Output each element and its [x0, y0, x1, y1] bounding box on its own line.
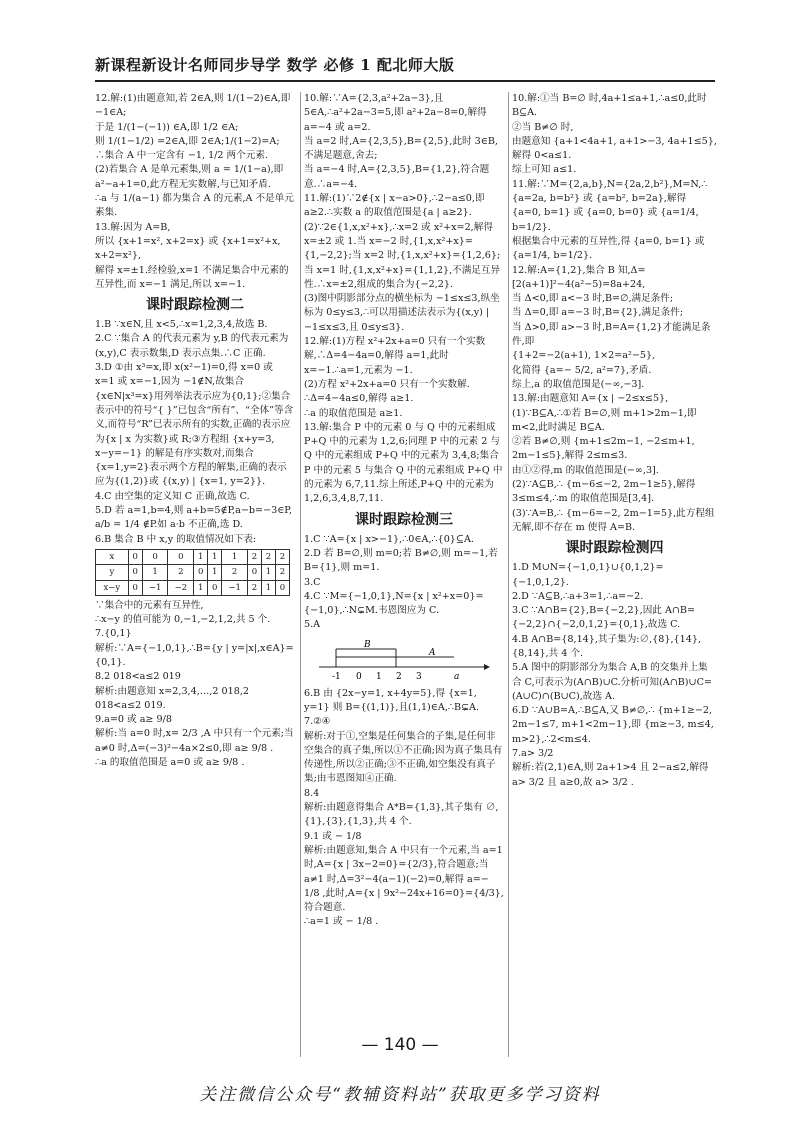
table-cell: 0 [168, 549, 194, 564]
answer-line: 所以 {x+1=x², x+2=x} 或 {x+1=x²+x, x+2=x²}, [95, 235, 281, 262]
axis-end-label: a [454, 671, 460, 682]
table-cell: 1 [261, 580, 275, 595]
b-label: B [364, 639, 371, 650]
answer-line: 于是 1/(1−(−1)) ∈A,即 1/2 ∈A; [95, 121, 239, 133]
table-cell: 2 [247, 549, 261, 564]
table-cell: 0 [142, 549, 168, 564]
answer-line: 3.D ①由 x³=x,即 x(x²−1)=0,得 x=0 或 x=1 或 x=−1,因为 −1∉N,故集合{x∈N|x³=x}用列举法表示应为{0,1};②集合表示中的符号“{ }”已包含“所有”、“全体”等含义,而符号“R”已表示所有的实数,正确的表示应为{x | x 为实数}或 R;③方程组 {x+y=3, x−y=−1} 的解是有序实数对,而集合{x=1,y=2}表示两个方程的解集,正确的表示应为{(1,2)}或 {(x,y) | {x=1, y=2}}. [95, 362, 294, 488]
answer-line: 10.解:∵A={2,3,a²+2a−3},且 5∈A,∴a²+2a−3=5,即 a²+2a−8=0,解得 a=−4 或 a=2. [304, 93, 487, 133]
table-cell: 2 [168, 565, 194, 580]
answer-line: 解析:若(2,1)∈A,则 2a+1>4 且 2−a≤2,解得 a> 3/2 且 a≥0,故 a> 3/2 . [512, 762, 709, 788]
table-cell: 1 [208, 549, 222, 564]
table-cell: 0 [128, 580, 142, 595]
answer-line: (2)方程 x²+2x+a=0 只有一个实数解. [304, 378, 470, 390]
page-header: 新课程新设计名师同步导学 数学 必修 1 配北师大版 [95, 56, 455, 74]
answer-line: 当 Δ<0,即 a<−3 时,B=∅,满足条件; [512, 293, 674, 305]
answer-line: 9.1 或 − 1/8 [304, 830, 362, 842]
answer-line: 4.C 由空集的定义知 C 正确,故选 C. [95, 490, 250, 502]
answer-line: 8.2 018<a≤2 019 [95, 671, 181, 683]
table-cell: 2 [222, 565, 248, 580]
table-cell: 0 [194, 565, 208, 580]
answer-line: 9.a=0 或 a≥ 9/8 [95, 714, 172, 726]
answer-line: 5.A 图中的阴影部分为集合 A,B 的交集并上集合 C,可表示为(A∩B)∪C.分析可知(A∩B)∪C=(A∪C)∩(B∪C),故选 A. [512, 662, 712, 702]
table-cell: 2 [247, 580, 261, 595]
answer-line: 1.B ∵x∈N,且 x<5,∴x=1,2,3,4,故选 B. [95, 319, 268, 331]
col2-block [304, 92, 504, 507]
answer-line: ∴集合 A 中一定含有 −1, 1/2 两个元素. [95, 150, 268, 162]
answer-line: 7.a> 3/2 [512, 748, 554, 760]
answer-line: 解析:∵A={−1,0,1},∴B={y | y=|x|,x∈A}={0,1}. [95, 642, 294, 668]
answer-line: 12.解:(1)由题意知,若 2∈A,则 1/(1−2)∈A,即 −1∈A; [95, 93, 291, 119]
answer-line: 2.C ∵集合 A 的代表元素为 y,B 的代表元素为 (x,y),C 表示数集,D 表示点集.∴C 正确. [95, 333, 289, 359]
table-row [96, 565, 290, 580]
answer-line: 1.C ∵A={x | x>−1},∴0∈A,∴{0}⊆A. [304, 533, 474, 545]
answer-line: (3)图中阴影部分点的横坐标为 −1≤x≤3,纵坐标为 0≤y≤3,∴可以用描述法表示为{(x,y) | −1≤x≤3,且 0≤y≤3}. [304, 293, 500, 333]
number-line-figure [304, 637, 504, 683]
answer-line: 当 Δ>0,即 a>−3 时,B=A={1,2}才能满足条件,即 [512, 321, 711, 348]
col1c-block [95, 599, 295, 771]
answer-line: 解得 x=±1.经检验,x=1 不满足集合中元素的互异性,而 x=−1 满足,所以 x=−1. [95, 264, 289, 290]
answer-line: 11.解:∵M={2,a,b},N={2a,2,b²},M=N,∴ {a=2a, b=b²} 或 {a=b², b=2a},解得 {a=0, b=1} 或 {a=0, b=0} 或 {a=1/4, b=1/2}. [512, 178, 708, 233]
table-cell: 0 [128, 549, 142, 564]
answer-line: ②当 B≠∅ 时, [512, 121, 574, 133]
table-row [96, 549, 290, 564]
answer-line: 3.C ∵A∩B={2},B={−2,2},因此 A∩B={−2,2}∩{−2,0,1,2}={0,1},故选 C. [512, 605, 695, 631]
answer-line: 当 Δ=0,即 a=−3 时,B={2},满足条件; [512, 307, 684, 319]
answer-line: 解析:由题意知,集合 A 中只有一个元素,当 a=1 时,A={x | 3x−2=0}={2/3},符合题意;当 a≠1 时,Δ=3²−4(a−1)(−2)=0,解得 a=− 1/8 ,此时,A={x | 9x²−24x+16=0}={4/3},符合题意. [304, 844, 504, 914]
answer-line: 5.A [304, 619, 321, 631]
answer-line: {1+2=−2(a+1), 1×2=a²−5}, [512, 350, 656, 362]
answer-line: (3)∵A=B,∴ {m−6=−2, 2m−1=5},此方程组无解,即不存在 m 使得 A=B. [512, 507, 715, 533]
xy-value-table [95, 549, 290, 596]
footer-note: 关注微信公众号“教辅资料站”获取更多学习资料 [199, 1085, 601, 1105]
answer-line: 6.B 由 {2x−y=1, x+4y=5},得 {x=1, y=1} 则 B={(1,1)},且(1,1)∈A,∴B⊊A. [304, 687, 480, 713]
answer-line: 2.D ∵A⊆B,∴a+3=1,∴a=−2. [512, 590, 644, 602]
answer-line: 7.②④ [304, 716, 331, 728]
answer-line: 6.D ∵A∪B=A,∴B⊆A,又 B≠∅,∴ {m+1≥−2, 2m−1≤7, m+1<2m−1},即 {m≥−3, m≤4, m>2},∴2<m≤4. [512, 705, 714, 745]
answer-line: 解析:由题意知 x=2,3,4,…,2 018,2 018<a≤2 019. [95, 685, 250, 711]
table-cell: 0 [275, 580, 289, 595]
answer-line: 11.解:(1)∵2∉{x | x−a>0},∴2−a≤0,即 a≥2.∴实数 a 的取值范围是{a | a≥2}. [304, 193, 485, 219]
table-cell: 0 [128, 565, 142, 580]
col2c-block [304, 687, 504, 930]
table-cell: 1 [208, 565, 222, 580]
answer-line: 4.C ∵M={−1,0,1},N={x | x²+x=0}={−1,0},∴N⊊M.韦恩图应为 C. [304, 590, 484, 617]
col3-block [512, 92, 717, 535]
answer-line: 13.解:集合 P 中的元素 0 与 Q 中的元素组成 P+Q 中的元素为 1,2,6;同理 P 中的元素 2 与 Q 中的元素组成 P+Q 中的元素为 3,4,8;集合 P 中的元素 5 与集合 Q 中的元素组成 P+Q 中的元素为 6,7,11.综上所述,P+Q 中的元素为 1,2,6,3,4,8,7,11. [304, 421, 503, 505]
table-cell: −1 [222, 580, 248, 595]
table-cell: 0 [247, 565, 261, 580]
answer-line: 综上可知 a≤1. [512, 164, 577, 176]
answer-line: 当 a=−4 时,A={2,3,5},B={1,2},符合题意.∴a=−4. [304, 164, 490, 190]
answer-line: 化简得 {a=− 5/2, a²=7},矛盾. [512, 364, 652, 376]
answer-line: ∴a=1 或 − 1/8 . [304, 916, 379, 928]
tick-label: 3 [416, 671, 422, 682]
answer-line: 由题意知 {a+1<4a+1, a+1>−3, 4a+1≤5},解得 0<a≤1. [512, 135, 717, 162]
answer-line: ∴a 与 1/(a−1) 都为集合 A 的元素,A 不是单元素集. [95, 193, 294, 219]
answer-line: 8.4 [304, 787, 320, 799]
answer-column-3 [512, 92, 717, 1057]
table-cell: 2 [261, 549, 275, 564]
answer-column-1 [95, 92, 295, 1057]
answer-column-2 [304, 92, 504, 1057]
number-line-svg [304, 637, 499, 683]
table-cell: −1 [142, 580, 168, 595]
answer-line: 12.解:A={1,2},集合 B 知,Δ=[2(a+1)]²−4(a²−5)=8a+24, [512, 264, 646, 290]
table-cell: 1 [222, 549, 248, 564]
tick-label: 0 [356, 671, 362, 682]
answer-line: ∵集合中的元素有互异性, [95, 599, 204, 611]
a-label: A [429, 647, 436, 658]
section-title-2: 课时跟踪检测二 [146, 297, 244, 314]
answer-line: 4.B A∩B={8,14},其子集为:∅,{8},{14},{8,14},共 4 个. [512, 633, 702, 659]
answer-line: 解析:对于①,空集是任何集合的子集,是任何非空集合的真子集,所以①不正确;因为真子集具有传递性,所以②正确;③不正确,如空集没有真子集;由韦恩图知④正确. [304, 730, 503, 785]
answer-line: 根据集合中元素的互异性,得 {a=0, b=1} 或 {a=1/4, b=1/2}. [512, 235, 705, 262]
table-cell: 2 [275, 565, 289, 580]
header-rule [95, 80, 715, 82]
answer-line: ∴Δ=4−4a≤0,解得 a≥1. [304, 393, 414, 405]
answer-line: 1.D M∪N={−1,0,1}∪{0,1,2}={−1,0,1,2}. [512, 562, 664, 588]
col1b-block [95, 318, 295, 547]
answer-line: ②若 B≠∅,则 {m+1≤2m−1, −2≤m+1, 2m−1≤5},解得 2≤m≤3. [512, 436, 695, 462]
answer-line: (2)若集合 A 是单元素集,则 a = 1/(1−a),即 a²−a+1=0,此方程无实数解,与已知矛盾. [95, 164, 284, 190]
answer-line: ∴x−y 的值可能为 0,−1,−2,1,2,共 5 个. [95, 614, 271, 626]
table-cell: x−y [96, 580, 129, 595]
tick-label: 2 [396, 671, 402, 682]
answer-line: ∴a 的取值范围是 a=0 或 a≥ 9/8 . [95, 757, 245, 769]
answer-line: 6.B 集合 B 中 x,y 的取值情况如下表: [95, 533, 257, 545]
answer-line: 由①②得,m 的取值范围是(−∞,3]. [512, 464, 659, 476]
table-cell: x [96, 549, 129, 564]
table-cell: 1 [261, 565, 275, 580]
xy-table-wrap [95, 549, 295, 596]
answer-line: 3.C [304, 576, 321, 588]
answer-line: 12.解:(1)方程 x²+2x+a=0 只有一个实数解,∴Δ=4−4a=0,解得 a=1,此时 x=−1.∴a=1,元素为 −1. [304, 336, 486, 376]
table-cell: 1 [194, 580, 208, 595]
table-cell: 1 [194, 549, 208, 564]
tick-label: 1 [376, 671, 382, 682]
tick-label: -1 [332, 671, 341, 682]
table-row [96, 580, 290, 595]
section-title-4: 课时跟踪检测四 [565, 540, 664, 557]
number-line-arrow [484, 664, 490, 670]
answer-line: 解析:当 a=0 时,x= 2/3 ,A 中只有一个元素;当 a≠0 时,Δ=(−3)²−4a×2≤0,即 a≥ 9/8 . [95, 728, 294, 754]
answer-line: 10.解:①当 B=∅ 时,4a+1≤a+1,∴a≤0,此时 B⊆A. [512, 93, 707, 119]
column-divider-1 [300, 92, 301, 1057]
col2b-block [304, 533, 504, 633]
table-cell: 2 [275, 549, 289, 564]
section-title-3: 课时跟踪检测三 [355, 511, 453, 528]
table-cell: −2 [168, 580, 194, 595]
page-number: — 140 — [361, 1035, 439, 1055]
answer-line: 13.解:由题意知 A={x | −2≤x≤5}, [512, 393, 669, 405]
answer-line: 7.{0,1} [95, 628, 132, 640]
answer-line: 当 a=2 时,A={2,3,5},B={2,5},此时 3∈B,不满足题意,舍去; [304, 135, 498, 162]
answer-line: 解析:由题意得集合 A*B={1,3},其子集有 ∅,{1},{3},{1,3},共 4 个. [304, 802, 499, 828]
col3b-block [512, 561, 717, 790]
table-cell: 0 [208, 580, 222, 595]
col1-block [95, 92, 295, 292]
answer-line: 综上,a 的取值范围是(−∞,−3]. [512, 378, 645, 390]
table-cell: 1 [142, 565, 168, 580]
answer-line: (2)∵2∈{1,x,x²+x},∴x=2 或 x²+x=2,解得 x=±2 或 1.当 x=−2 时,{1,x,x²+x}={1,−2,2};当 x=2 时,{1,x,x²+x}={1,2,6};当 x=1 时,{1,x,x²+x}={1,1,2},不满足互异性.∴x=±2,组成的集合为{−2,2}. [304, 221, 501, 290]
answer-line: 5.D 若 a=1,b=4,则 a+b=5∉P,a−b=−3∈P, a/b = 1/4 ∉P.如 a·b 不正确,选 D. [95, 505, 292, 531]
table-cell: y [96, 565, 129, 580]
column-divider-2 [508, 92, 509, 1057]
answer-line: (2)∵A⊆B,∴ {m−6≤−2, 2m−1≥5},解得 3≤m≤4,∴m 的取值范围是[3,4]. [512, 479, 696, 505]
answer-line: 13.解:因为 A=B, [95, 221, 171, 233]
answer-line: ∴a 的取值范围是 a≥1. [304, 407, 403, 419]
answer-line: 2.D 若 B=∅,则 m=0;若 B≠∅,则 m=−1,若 B={1},则 m=1. [304, 547, 498, 574]
answer-line: 则 1/(1−1/2) =2∈A,即 2∈A;1/(1−2)=A; [95, 135, 280, 147]
answer-line: (1)∵B⊆A,∴①若 B=∅,则 m+1>2m−1,即 m<2,此时满足 B⊆A. [512, 407, 697, 433]
